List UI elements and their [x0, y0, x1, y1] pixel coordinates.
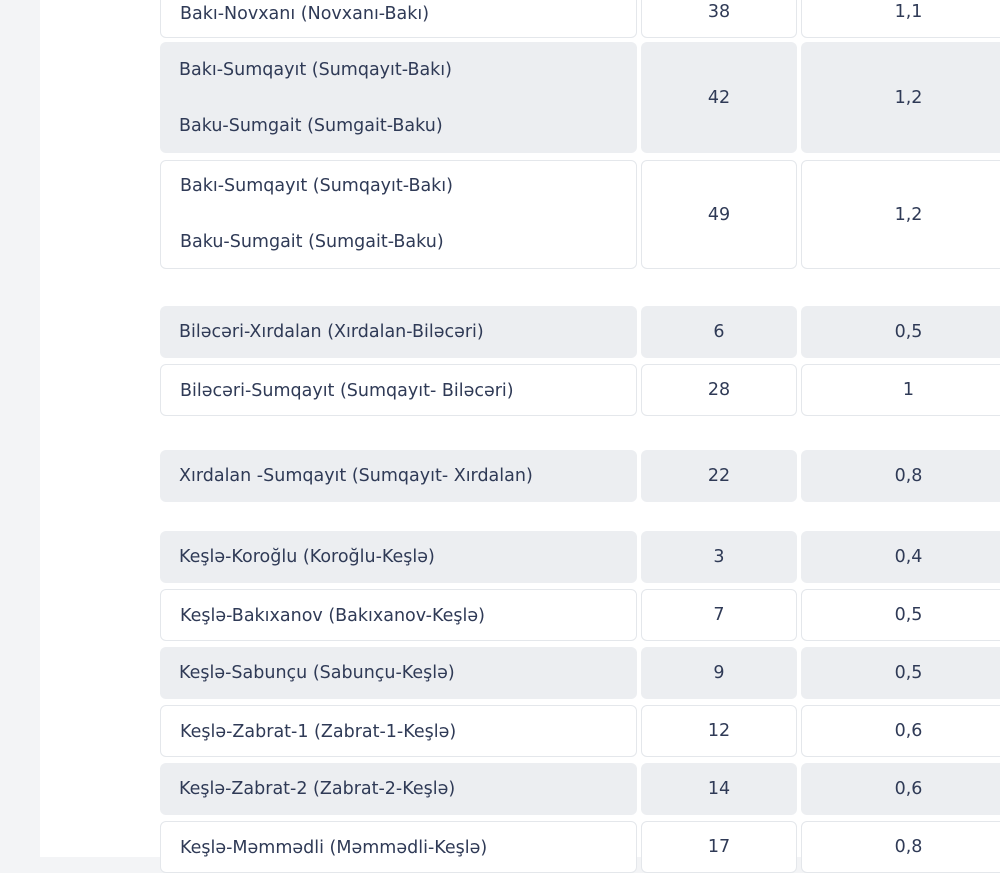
route-cell: [160, 42, 637, 153]
route-cell: [160, 821, 637, 873]
fare-cell: [801, 705, 1000, 757]
route-name: Keşlə-Bakıxanov (Bakıxanov-Keşlə): [180, 606, 485, 626]
route-cell: [160, 763, 637, 815]
distance-value: 28: [707, 380, 731, 400]
route-name: Bakı-Sumqayıt (Sumqayıt-Bakı): [180, 176, 453, 196]
route-cell: [160, 160, 637, 269]
route-name: Keşlə-Zabrat-1 (Zabrat-1-Keşlə): [180, 722, 457, 742]
fare-value: 0,4: [894, 547, 923, 567]
table-row: [160, 42, 1000, 153]
route-cell: [160, 647, 637, 699]
route-name: Baku-Sumgait (Sumgait-Baku): [179, 116, 443, 136]
fare-value: 0,5: [894, 322, 923, 342]
distance-cell: [641, 531, 797, 583]
route-name: Bakı-Sumqayıt (Sumqayıt-Bakı): [179, 60, 452, 80]
distance-value: 42: [707, 87, 731, 108]
fare-value: 1: [902, 380, 915, 400]
fare-cell: [801, 160, 1000, 269]
route-cell: [160, 531, 637, 583]
table-row: [160, 589, 1000, 641]
distance-value: 3: [713, 547, 725, 567]
distance-value: 17: [707, 837, 731, 857]
route-cell: [160, 306, 637, 358]
distance-cell: [641, 306, 797, 358]
route-name: Xırdalan -Sumqayıt (Sumqayıt- Xırdalan): [179, 466, 533, 486]
distance-value: 49: [707, 204, 731, 225]
page-content: [40, 0, 1000, 857]
distance-cell: [641, 42, 797, 153]
route-cell: [160, 0, 637, 38]
fare-cell: [801, 364, 1000, 416]
distance-value: 9: [713, 663, 725, 683]
route-name: Baku-Sumgait (Sumgait-Baku): [180, 232, 444, 252]
distance-value: 14: [707, 779, 731, 799]
distance-cell: [641, 364, 797, 416]
table-row: [160, 160, 1000, 269]
route-name: Keşlə-Məmmədli (Məmmədli-Keşlə): [180, 838, 488, 858]
fare-cell: [801, 0, 1000, 38]
distance-cell: [641, 821, 797, 873]
distance-value: 12: [707, 721, 731, 741]
fare-cell: [801, 306, 1000, 358]
distance-value: 6: [713, 322, 725, 342]
distance-cell: [641, 160, 797, 269]
fare-cell: [801, 647, 1000, 699]
distance-value: 38: [707, 2, 731, 22]
distance-value: 22: [707, 466, 731, 486]
route-cell: [160, 589, 637, 641]
table-row: [160, 364, 1000, 416]
fare-value: 1,2: [894, 204, 923, 225]
distance-cell: [641, 450, 797, 502]
table-row: [160, 647, 1000, 699]
fare-cell: [801, 42, 1000, 153]
fare-value: 1,1: [894, 2, 923, 22]
fare-value: 0,5: [894, 605, 923, 625]
fare-cell: [801, 531, 1000, 583]
route-name: Keşlə-Koroğlu (Koroğlu-Keşlə): [179, 547, 435, 567]
route-cell: [160, 705, 637, 757]
distance-cell: [641, 763, 797, 815]
distance-value: 7: [713, 605, 725, 625]
fare-value: 0,8: [894, 837, 923, 857]
route-cell: [160, 450, 637, 502]
table-row: [160, 821, 1000, 873]
distance-cell: [641, 705, 797, 757]
fare-value: 0,6: [894, 721, 923, 741]
table-row: [160, 705, 1000, 757]
fare-cell: [801, 589, 1000, 641]
table-row: [160, 306, 1000, 358]
table-row: [160, 763, 1000, 815]
fare-cell: [801, 821, 1000, 873]
fare-value: 0,6: [894, 779, 923, 799]
route-name: Biləcəri-Xırdalan (Xırdalan-Biləcəri): [179, 322, 484, 342]
route-name: Bakı-Novxanı (Novxanı-Bakı): [180, 4, 430, 24]
table-row: [160, 0, 1000, 38]
route-name: Keşlə-Sabunçu (Sabunçu-Keşlə): [179, 663, 455, 683]
fare-value: 0,5: [894, 663, 923, 683]
table-row: [160, 531, 1000, 583]
distance-cell: [641, 647, 797, 699]
route-name: Biləcəri-Sumqayıt (Sumqayıt- Biləcəri): [180, 381, 514, 401]
fare-cell: [801, 763, 1000, 815]
fare-value: 1,2: [894, 87, 923, 108]
fare-cell: [801, 450, 1000, 502]
route-cell: [160, 364, 637, 416]
distance-cell: [641, 589, 797, 641]
route-name: Keşlə-Zabrat-2 (Zabrat-2-Keşlə): [179, 779, 456, 799]
distance-cell: [641, 0, 797, 38]
table-row: [160, 450, 1000, 502]
fare-value: 0,8: [894, 466, 923, 486]
